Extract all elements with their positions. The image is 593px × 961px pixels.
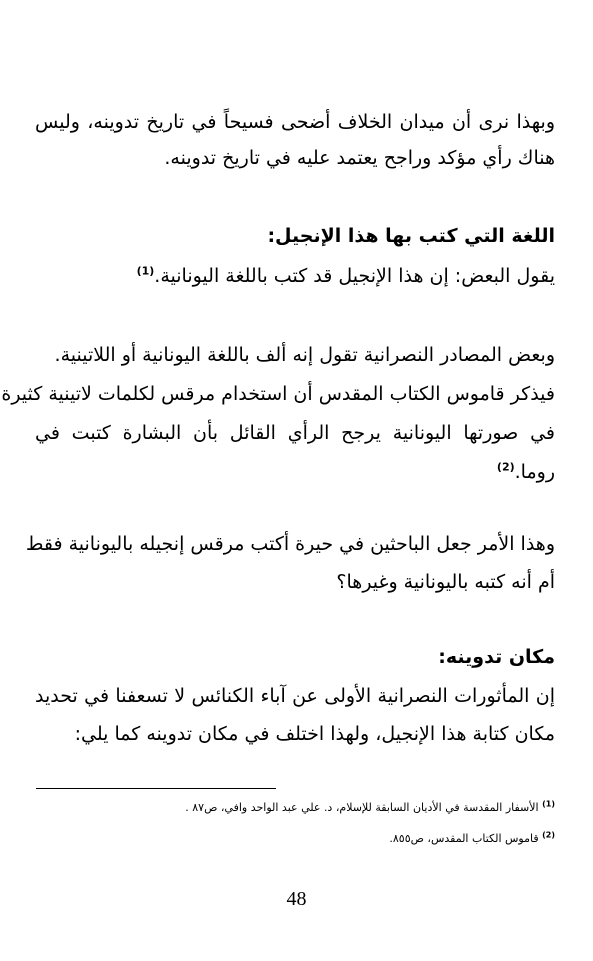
paragraph-2 — [35, 262, 555, 290]
paragraph-1-line-1: وبهذا نرى أن ميدان الخلاف أضحى فسيحاً في تاريخ تدوينه، وليس — [35, 111, 555, 133]
paragraph-4-line-1: وهذا الأمر جعل الباحثين في حيرة أكتب مرقس إنجيله باليونانية فقط — [25, 533, 555, 555]
footnote-1 — [35, 800, 555, 816]
paragraph-1-line-2: هناك رأي مؤكد وراجح يعتمد عليه في تاريخ تدوينه. — [164, 147, 555, 169]
footnote-2 — [35, 831, 555, 847]
footnote-1-marker: (1) — [542, 799, 555, 809]
paragraph-3-line-3: في صورتها اليونانية يرجح الرأي القائل بأن البشارة كتبت في — [35, 422, 555, 444]
footnote-ref-1: (1) — [136, 264, 155, 278]
footnote-1-text: الأسفار المقدسة في الأديان السابقة للإسلام، د. علي عبد الواحد وافي، ص٨٧ . — [185, 801, 539, 814]
footnote-2-marker: (2) — [542, 830, 555, 840]
paragraph-3-last-word: روما. — [514, 461, 555, 483]
paragraph-5-line-2: مكان كتابة هذا الإنجيل، ولهذا اختلف في مكان تدوينه كما يلي: — [74, 723, 555, 745]
paragraph-4-line-2: أم أنه كتبه باليونانية وغيرها؟ — [336, 571, 555, 593]
paragraph-3-line-1: وبعض المصادر النصرانية تقول إنه ألف باللغة اليونانية أو اللاتينية. — [54, 344, 555, 366]
paragraph-2-text: يقول البعض: إن هذا الإنجيل قد كتب باللغة اليونانية. — [154, 265, 555, 287]
paragraph-5-line-1: إن المأثورات النصرانية الأولى عن آباء الكنائس لا تسعفنا في تحديد — [35, 685, 555, 707]
section-heading-language: اللغة التي كتب بها هذا الإنجيل: — [267, 225, 555, 247]
footnote-ref-2: (2) — [496, 460, 515, 474]
footnote-divider — [36, 788, 276, 789]
paragraph-3-line-4 — [35, 458, 555, 486]
page-number: 48 — [286, 888, 307, 910]
section-heading-place: مكان تدوينه: — [438, 646, 555, 668]
paragraph-3-line-2: فيذكر قاموس الكتاب المقدس أن استخدام مرقس لكلمات لاتينية كثيرة — [1, 383, 555, 405]
footnote-2-text: قاموس الكتاب المقدس، ص٨٥٥. — [389, 832, 539, 845]
